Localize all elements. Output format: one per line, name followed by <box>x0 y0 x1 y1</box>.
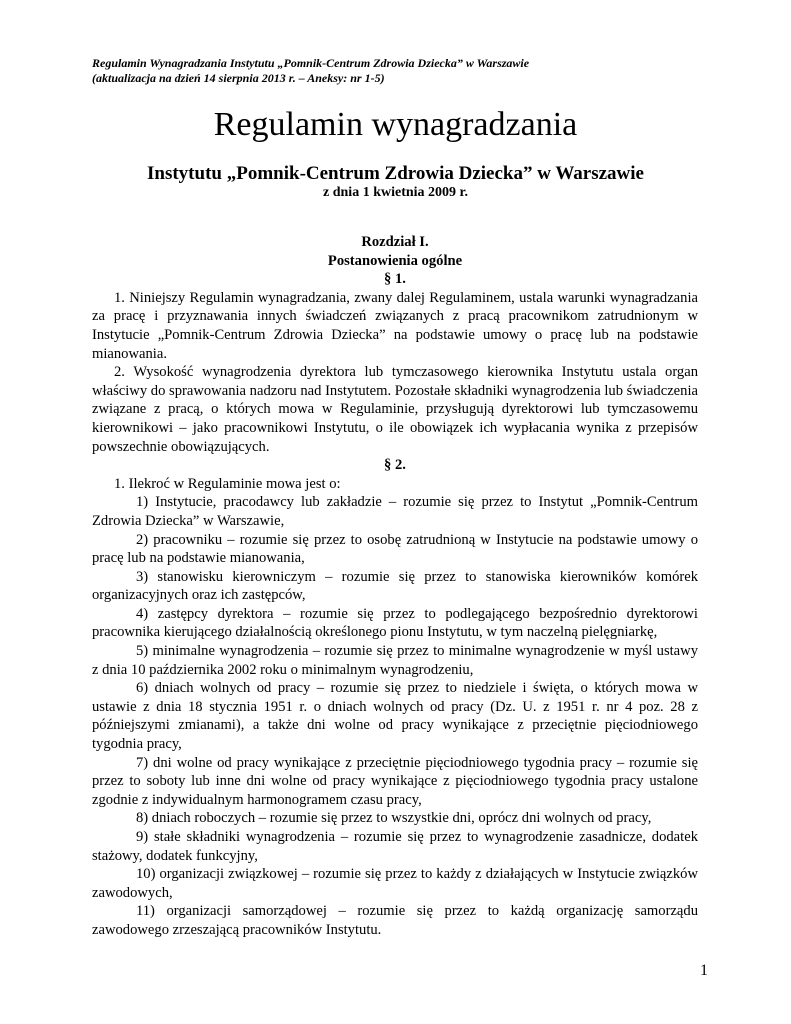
document-date: z dnia 1 kwietnia 2009 r. <box>323 185 468 200</box>
section-1-paragraph-2: 2. Wysokość wynagrodzenia dyrektora lub tymczasowego kierownika Instytutu ustala organ właściwy do sprawowania nadzoru nad Instytutem. Pozostałe składniki wynagrodzenia lub świadczenia związane z pracą, o których mowa w Regulaminie, przysługują dyrektorowi lub tymczasowemu kierownikowi – jako pracownikowi Instytutu, o ile obowiązek ich wypłacania wynika z przepisów powszechnie obowiązujących. <box>92 364 698 455</box>
running-header <box>92 56 712 86</box>
section-2-heading: § 2. <box>384 457 406 474</box>
definition-item: 5) minimalne wynagrodzenia – rozumie się przez to minimalne wynagrodzenie w myśl ustawy z dnia 10 października 2002 roku o minimalnym wynagrodzeniu, <box>92 643 698 678</box>
chapter-name: Postanowienia ogólne <box>327 252 463 269</box>
definition-item: 11) organizacji samorządowej – rozumie się przez to każdą organizację samorządu zawodowego zrzeszającą pracowników Instytutu. <box>92 903 698 938</box>
section-1-heading: § 1. <box>384 271 406 288</box>
section-1-paragraph-1: 1. Niniejszy Regulamin wynagradzania, zwany dalej Regulaminem, ustala warunki wynagradzania za pracę i przyznawania innych świadczeń związanych z pracą pracownikom zatrudnionym w Instytucie „Pomnik-Centrum Zdrowia Dziecka” na podstawie umowy o pracę lub na podstawie mianowania. <box>92 289 698 362</box>
definition-item: 9) stałe składniki wynagrodzenia – rozumie się przez to wynagrodzenie zasadnicze, dodatek stażowy, dodatek funkcyjny, <box>92 829 698 864</box>
document-body <box>92 233 698 940</box>
definition-item: 7) dni wolne od pracy wynikające z przeciętnie pięciodniowego tygodnia pracy – rozumie się przez to soboty lub inne dni wolne od pracy wynikające z pięciodniowego tygodnia pracy ustalone zgodnie z indywidualnym harmonogramem czasu pracy, <box>92 754 698 808</box>
page-number: 1 <box>700 962 708 979</box>
section-2-intro: 1. Ilekroć w Regulaminie mowa jest o: <box>114 475 341 492</box>
definition-item: 4) zastępcy dyrektora – rozumie się przez to podlegającego bezpośrednio dyrektorowi pracownika kierującego działalnością określonego pionu Instytutu, w tym naczelną pielęgniarkę, <box>92 605 698 641</box>
running-header-line-1: Regulamin Wynagradzania Instytutu „Pomnik-Centrum Zdrowia Dziecka” w Warszawie <box>92 56 530 70</box>
definition-item: 10) organizacji związkowej – rozumie się przez to każdy z działających w Instytucie związków zawodowych, <box>92 866 698 901</box>
definition-item: 1) Instytucie, pracodawcy lub zakładzie – rozumie się przez to Instytut „Pomnik-Centrum Zdrowia Dziecka” w Warszawie, <box>92 494 698 529</box>
definition-item: 3) stanowisku kierowniczym – rozumie się przez to stanowiska kierowników komórek organizacyjnych oraz ich zastępców, <box>92 568 698 604</box>
definition-item: 2) pracowniku – rozumie się przez to osobę zatrudnioną w Instytucie na podstawie umowy o pracę lub na podstawie mianowania, <box>92 531 698 567</box>
running-header-line-2: (aktualizacja na dzień 14 sierpnia 2013 r. – Aneksy: nr 1-5) <box>92 71 385 85</box>
document-subtitle: Instytutu „Pomnik-Centrum Zdrowia Dziecka” w Warszawie <box>147 163 644 184</box>
definition-item: 8) dniach roboczych – rozumie się przez to wszystkie dni, oprócz dni wolnych od pracy, <box>136 810 652 827</box>
chapter-number: Rozdział I. <box>361 234 429 250</box>
definition-item: 6) dniach wolnych od pracy – rozumie się przez to niedziele i święta, o których mowa w ustawie z dnia 18 stycznia 1951 r. o dniach wolnych od pracy (Dz. U. z 1951 r. nr 4 poz. 28 z późniejszymi zmianami), a także dni wolne od pracy wynikające z przeciętnie pięciodniowego tygodnia pracy, <box>92 680 698 753</box>
document-title: Regulamin wynagradzania <box>213 106 578 143</box>
